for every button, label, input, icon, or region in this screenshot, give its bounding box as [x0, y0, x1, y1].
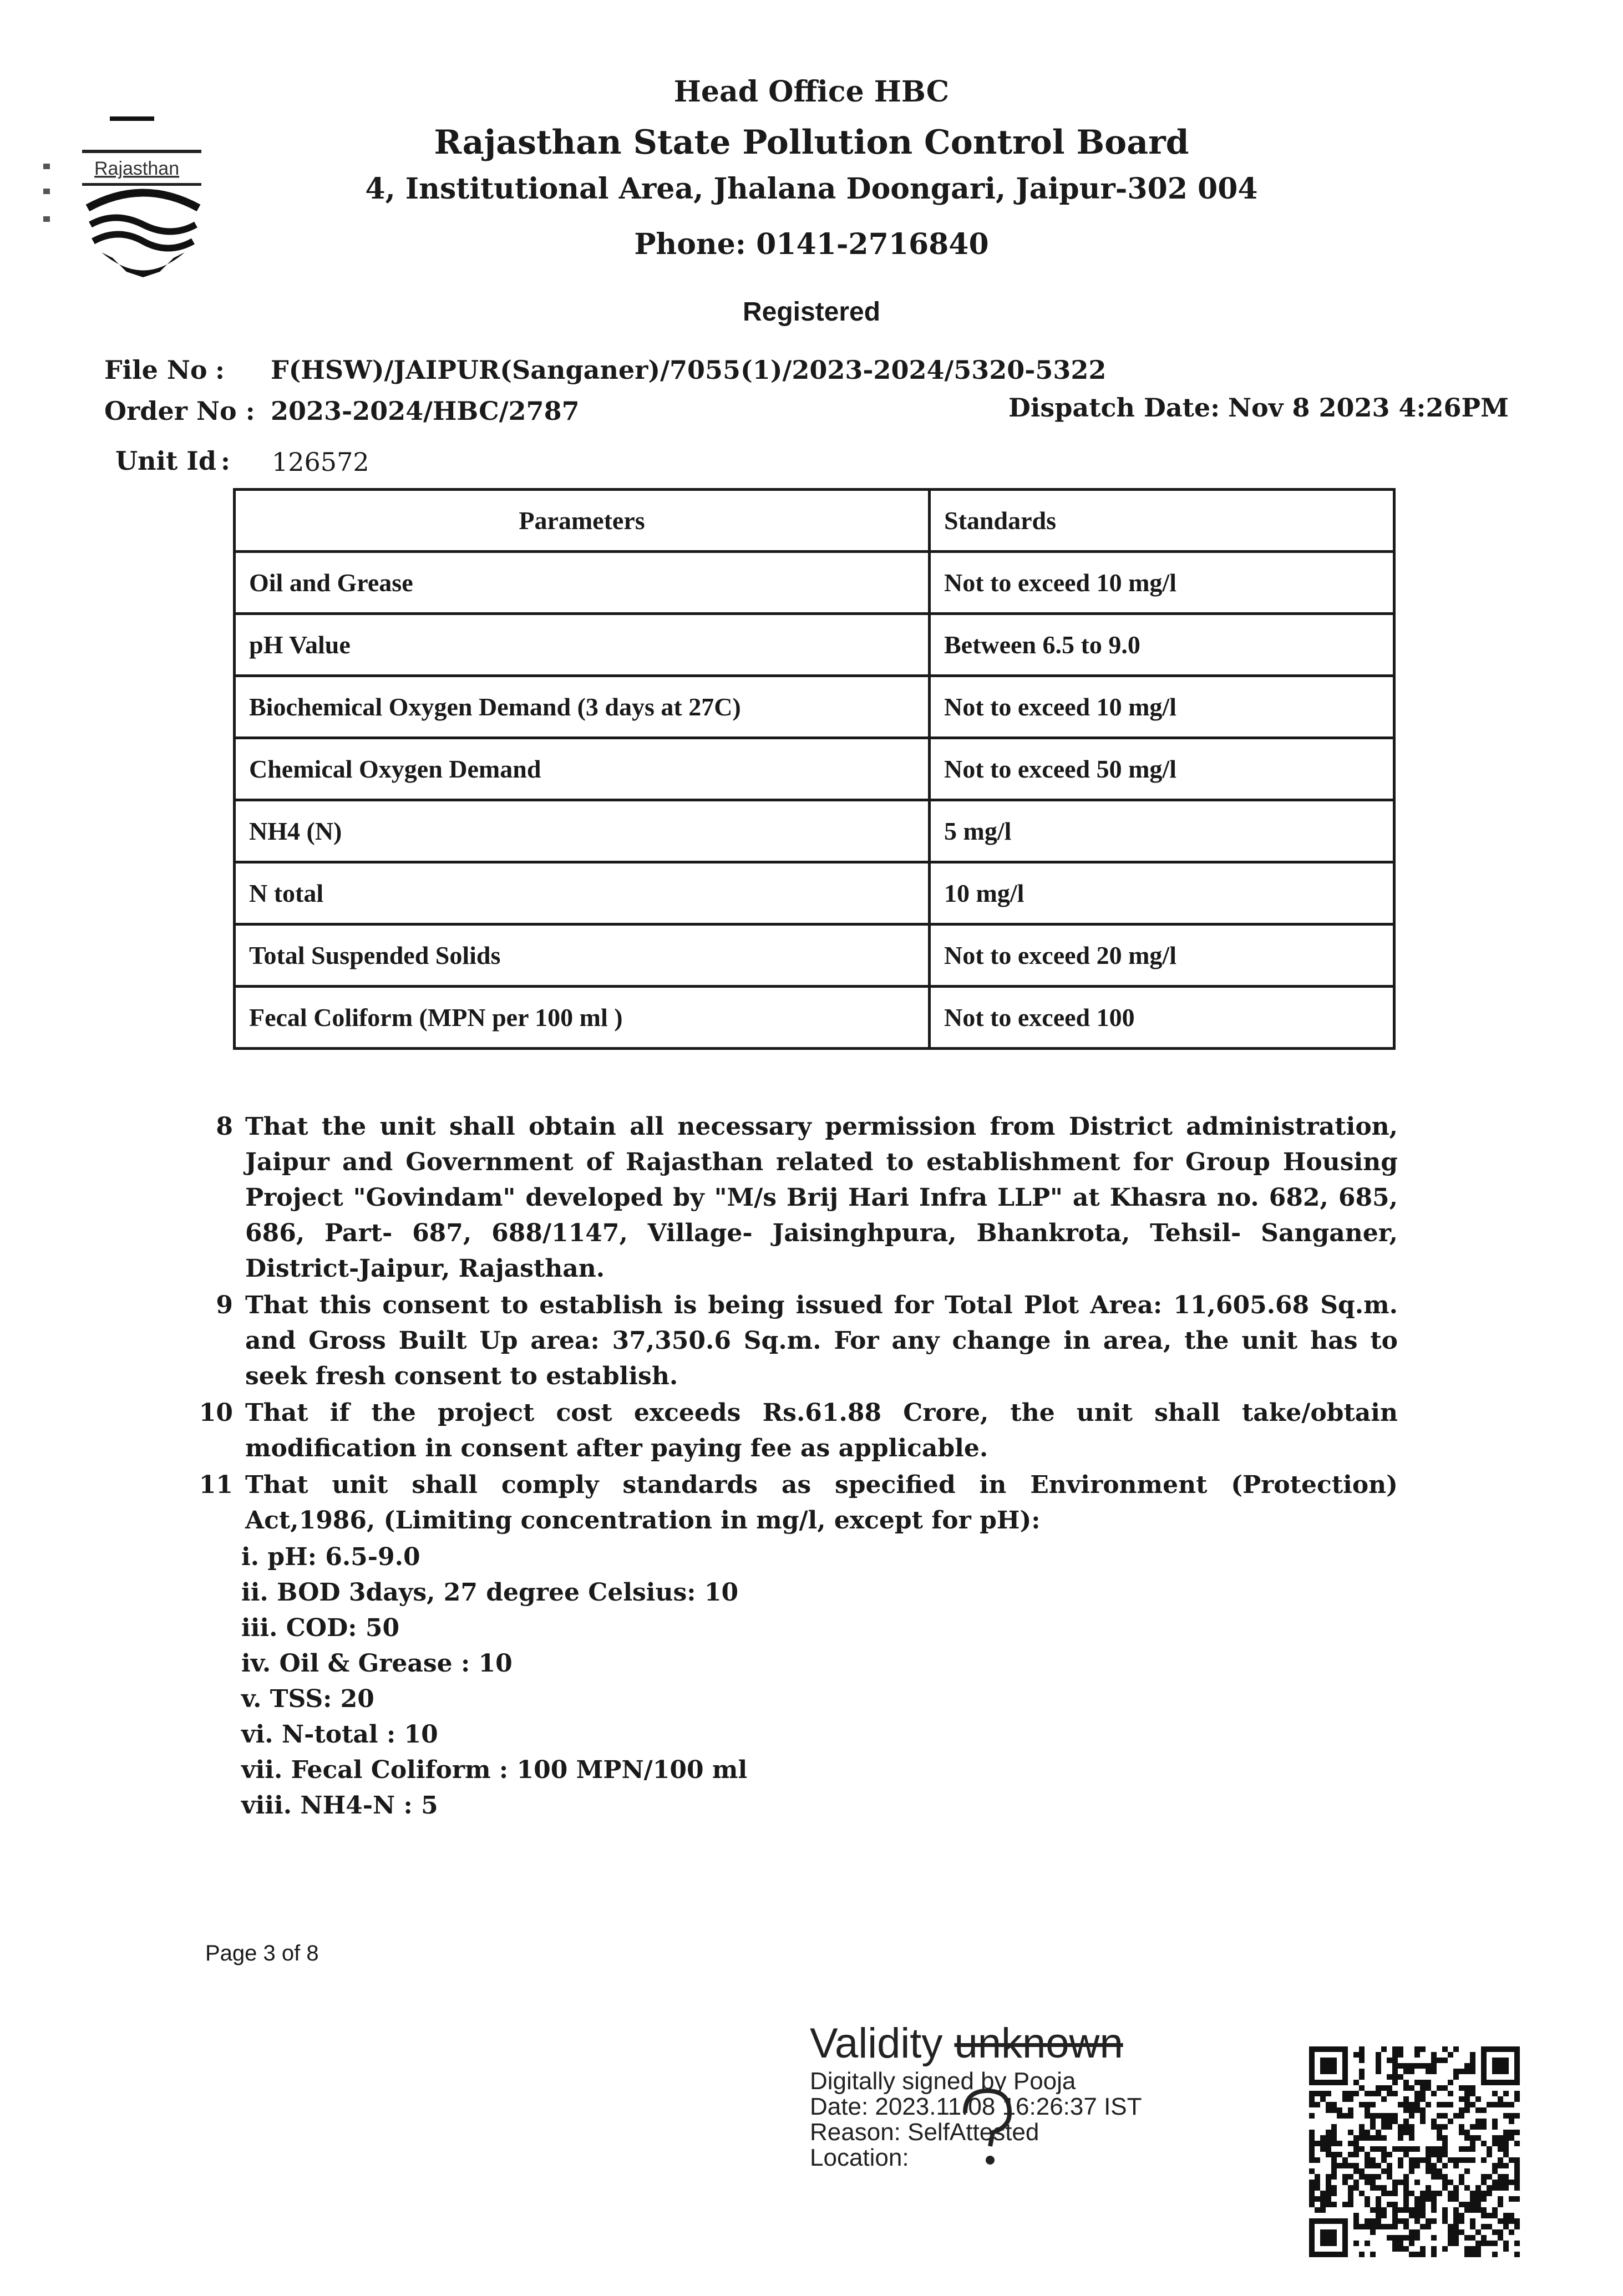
condition-item	[177, 1395, 1398, 1466]
standard-cell: 5 mg/l	[930, 800, 1394, 862]
question-mark-icon	[943, 2085, 1026, 2168]
signature-date: Date: 2023.11.08 16:26:37 IST	[810, 2093, 1142, 2120]
unit-id-value: 126572	[272, 447, 369, 477]
signature-location: Location:	[810, 2144, 909, 2171]
limit-item: iv. Oil & Grease : 10	[241, 1649, 513, 1678]
standard-cell: Not to exceed 10 mg/l	[930, 552, 1394, 614]
parameter-cell: Oil and Grease	[235, 552, 930, 614]
parameter-cell: Chemical Oxygen Demand	[235, 738, 930, 800]
file-no-label: File No	[104, 355, 207, 385]
parameter-cell: N total	[235, 862, 930, 925]
dispatch-date-value: Nov 8 2023 4:26PM	[1228, 393, 1509, 423]
limit-item: v. TSS: 20	[241, 1685, 374, 1713]
table-row	[235, 862, 1394, 925]
board-phone: Phone: 0141-2716840	[634, 227, 989, 261]
order-no-value: 2023-2024/HBC/2787	[271, 396, 580, 426]
logo-text: Rajasthan	[94, 158, 180, 179]
limit-item: vi. N-total : 10	[241, 1720, 438, 1749]
condition-text: That the unit shall obtain all necessary permission from District administration, Jaipur and Government of Rajasthan related to establishment for Group Housing Project "Govindam" developed by "M/s Brij Hari Infra LLP" at Khasra no. 682, 685, 686, Part- 687, 688/1147, Village- Jaisinghpura, Bhankrota, Tehsil- Sanganer, District-Jaipur, Rajasthan.	[245, 1113, 1398, 1283]
page-number: Page 3 of 8	[205, 1941, 319, 1965]
parameter-cell: NH4 (N)	[235, 800, 930, 862]
condition-item	[177, 1288, 1398, 1394]
table-row	[235, 552, 1394, 614]
file-no-value: F(HSW)/JAIPUR(Sanganer)/7055(1)/2023-2024/5320-5322	[271, 355, 1107, 385]
condition-text: That if the project cost exceeds Rs.61.88 Crore, the unit shall take/obtain modification in consent after paying fee as applicable.	[245, 1399, 1398, 1462]
office-name: Head Office HBC	[673, 75, 950, 109]
board-name: Rajasthan State Pollution Control Board	[434, 123, 1189, 162]
standard-cell: Not to exceed 50 mg/l	[930, 738, 1394, 800]
condition-number: 11	[199, 1471, 233, 1499]
file-no-colon: :	[215, 355, 225, 385]
table-row	[235, 738, 1394, 800]
standard-cell: 10 mg/l	[930, 862, 1394, 925]
table-row	[235, 925, 1394, 987]
condition-text: That unit shall comply standards as specified in Environment (Protection) Act,1986, (Limiting concentration in mg/l, except for pH):	[245, 1471, 1398, 1535]
parameter-cell: pH Value	[235, 614, 930, 676]
condition-number: 9	[216, 1291, 233, 1319]
standard-cell: Between 6.5 to 9.0	[930, 614, 1394, 676]
parameter-cell: Fecal Coliform (MPN per 100 ml )	[235, 987, 930, 1049]
column-header-standards: Standards	[930, 490, 1394, 552]
limit-item: ii. BOD 3days, 27 degree Celsius: 10	[241, 1578, 739, 1607]
table-row	[235, 614, 1394, 676]
dispatch-date-label: Dispatch Date:	[1008, 393, 1220, 423]
standard-cell: Not to exceed 10 mg/l	[930, 676, 1394, 738]
validity-value: unknown	[954, 2020, 1123, 2067]
table-row	[235, 676, 1394, 738]
standard-cell: Not to exceed 100	[930, 987, 1394, 1049]
limit-item: viii. NH4-N : 5	[241, 1791, 438, 1820]
parameter-cell: Total Suspended Solids	[235, 925, 930, 987]
registered-label: Registered	[742, 297, 881, 327]
signature-reason: Reason: SelfAttested	[810, 2119, 1039, 2146]
column-header-parameters: Parameters	[235, 490, 930, 552]
validity-status	[810, 2019, 1142, 2069]
signed-by: Digitally signed by Pooja	[810, 2068, 1076, 2095]
qr-code	[1309, 2046, 1520, 2257]
table-row	[235, 800, 1394, 862]
condition-item	[177, 1109, 1398, 1287]
condition-text: That this consent to establish is being issued for Total Plot Area: 11,605.68 Sq.m. and Gross Built Up area: 37,350.6 Sq.m. For any change in area, the unit has to seek fresh consent to establish.	[245, 1291, 1398, 1390]
limit-item: iii. COD: 50	[241, 1614, 400, 1642]
parameter-cell: Biochemical Oxygen Demand (3 days at 27C)	[235, 676, 930, 738]
condition-item	[177, 1467, 1398, 1538]
condition-number: 8	[216, 1113, 233, 1141]
standards-table	[233, 488, 1396, 1050]
standard-cell: Not to exceed 20 mg/l	[930, 925, 1394, 987]
validity-label: Validity	[810, 2020, 955, 2067]
unit-id-colon: :	[221, 446, 230, 476]
table-row	[235, 987, 1394, 1049]
order-no-label: Order No :	[104, 396, 255, 426]
unit-id-label: Unit Id	[115, 446, 216, 476]
limit-item: vii. Fecal Coliform : 100 MPN/100 ml	[241, 1756, 748, 1784]
conditions-list	[177, 1109, 1398, 1823]
board-address: 4, Institutional Area, Jhalana Doongari, Jaipur-302 004	[365, 172, 1258, 206]
table-header-row	[235, 490, 1394, 552]
condition-number: 10	[199, 1399, 233, 1427]
limit-item: i. pH: 6.5-9.0	[241, 1543, 420, 1571]
